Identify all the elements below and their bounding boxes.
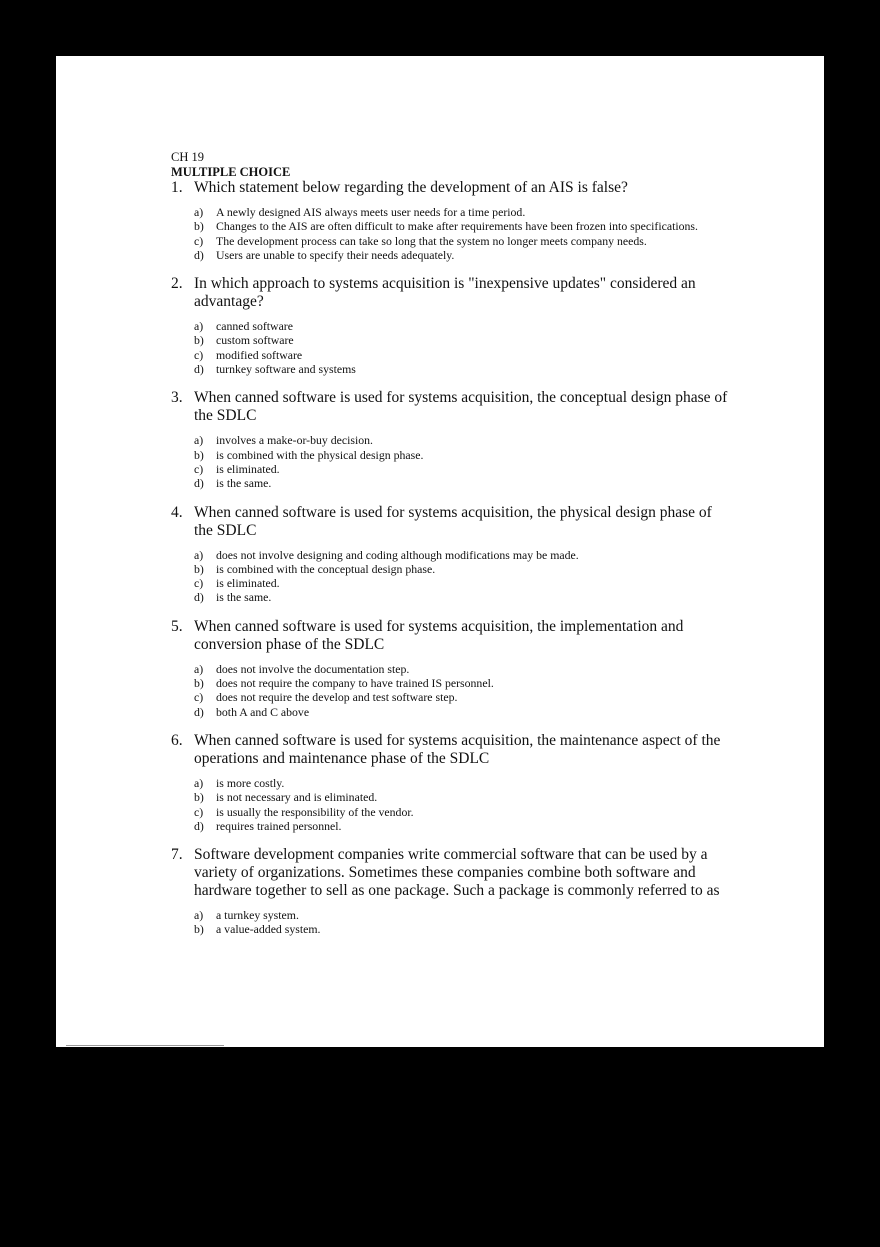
answer-text: is the same. bbox=[216, 590, 272, 605]
answer-text: does not involve the documentation step. bbox=[216, 661, 410, 676]
question-number: 1. bbox=[171, 179, 183, 196]
answer-option bbox=[194, 576, 731, 590]
answer-letter: a) bbox=[194, 319, 204, 334]
answer-text: is combined with the physical design phase. bbox=[216, 447, 424, 462]
question-2 bbox=[171, 275, 731, 376]
answer-option bbox=[194, 676, 731, 690]
question-stem bbox=[171, 275, 731, 311]
answer-text: The development process can take so long that the system no longer meets company needs. bbox=[216, 233, 647, 248]
answer-list bbox=[171, 776, 731, 833]
answer-text: both A and C above bbox=[216, 704, 310, 719]
answer-letter: d) bbox=[194, 590, 204, 605]
answer-text: does not require the develop and test software step. bbox=[216, 690, 458, 705]
question-1 bbox=[171, 179, 731, 262]
answer-list bbox=[171, 548, 731, 605]
answer-option bbox=[194, 705, 731, 719]
question-stem bbox=[171, 504, 731, 540]
answer-option bbox=[194, 662, 731, 676]
answer-text: is combined with the conceptual design phase. bbox=[216, 561, 436, 576]
question-stem bbox=[171, 618, 731, 654]
answer-letter: a) bbox=[194, 547, 204, 562]
question-text: When canned software is used for systems acquisition, the physical design phase of the SDLC bbox=[194, 503, 712, 539]
answer-text: is not necessary and is eliminated. bbox=[216, 790, 378, 805]
question-text: Which statement below regarding the development of an AIS is false? bbox=[194, 179, 628, 196]
answer-option bbox=[194, 448, 731, 462]
answer-letter: b) bbox=[194, 790, 204, 805]
question-number: 2. bbox=[171, 275, 183, 293]
question-3 bbox=[171, 389, 731, 490]
spacer bbox=[171, 376, 731, 389]
answer-text: involves a make-or-buy decision. bbox=[216, 433, 374, 448]
answer-list bbox=[171, 205, 731, 262]
answer-text: a turnkey system. bbox=[216, 908, 299, 923]
document-page bbox=[56, 56, 824, 1047]
answer-option bbox=[194, 790, 731, 804]
answer-option bbox=[194, 922, 731, 936]
answer-letter: d) bbox=[194, 362, 204, 377]
answer-text: is eliminated. bbox=[216, 576, 280, 591]
question-stem bbox=[171, 179, 731, 197]
answer-letter: a) bbox=[194, 205, 204, 219]
answer-letter: d) bbox=[194, 247, 204, 262]
spacer bbox=[171, 833, 731, 846]
answer-text: turnkey software and systems bbox=[216, 362, 356, 377]
spacer bbox=[171, 719, 731, 732]
answer-option bbox=[194, 234, 731, 248]
answer-letter: c) bbox=[194, 690, 204, 705]
chapter-heading: CH 19 bbox=[171, 150, 204, 164]
answer-text: is the same. bbox=[216, 476, 272, 491]
answer-letter: b) bbox=[194, 219, 204, 234]
question-6 bbox=[171, 732, 731, 833]
question-number: 4. bbox=[171, 503, 183, 521]
answer-option bbox=[194, 562, 731, 576]
answer-text: is usually the responsibility of the vendor. bbox=[216, 804, 414, 819]
answer-option bbox=[194, 333, 731, 347]
answer-text: custom software bbox=[216, 333, 294, 348]
spacer bbox=[171, 262, 731, 275]
answer-option bbox=[194, 805, 731, 819]
answer-letter: a) bbox=[194, 775, 204, 790]
answer-text: requires trained personnel. bbox=[216, 818, 342, 833]
answer-text: is eliminated. bbox=[216, 461, 280, 476]
answer-text: canned software bbox=[216, 319, 293, 334]
answer-letter: b) bbox=[194, 333, 204, 348]
answer-list bbox=[171, 433, 731, 490]
answer-option bbox=[194, 548, 731, 562]
answer-letter: c) bbox=[194, 576, 204, 591]
question-number: 6. bbox=[171, 731, 183, 749]
answer-option bbox=[194, 362, 731, 376]
answer-text: is more costly. bbox=[216, 775, 285, 790]
answer-letter: d) bbox=[194, 476, 204, 491]
question-text: Software development companies write commercial software that can be used by a variety of organizations. Sometimes these companies combine both software and hardware together to sell as one package. Such a package is commonly referred to as bbox=[194, 846, 720, 900]
question-text: When canned software is used for systems acquisition, the implementation and conversion phase of the SDLC bbox=[194, 617, 684, 653]
answer-letter: b) bbox=[194, 561, 204, 576]
answer-text: A newly designed AIS always meets user needs for a time period. bbox=[216, 205, 526, 219]
question-number: 5. bbox=[171, 617, 183, 635]
answer-option bbox=[194, 433, 731, 447]
answer-text: does not require the company to have trained IS personnel. bbox=[216, 676, 494, 691]
answer-letter: b) bbox=[194, 676, 204, 691]
answer-letter: c) bbox=[194, 347, 204, 362]
answer-option bbox=[194, 348, 731, 362]
answer-option bbox=[194, 248, 731, 262]
answer-text: Users are unable to specify their needs adequately. bbox=[216, 247, 455, 262]
answer-text: a value-added system. bbox=[216, 922, 321, 937]
answer-option bbox=[194, 219, 731, 233]
answer-option bbox=[194, 590, 731, 604]
question-7 bbox=[171, 846, 731, 937]
answer-text: modified software bbox=[216, 347, 303, 362]
answer-letter: a) bbox=[194, 661, 204, 676]
question-4 bbox=[171, 504, 731, 605]
answer-text: Changes to the AIS are often difficult to make after requirements have been frozen into specifications. bbox=[216, 219, 698, 234]
question-stem bbox=[171, 389, 731, 425]
section-title: MULTIPLE CHOICE bbox=[171, 165, 291, 179]
spacer bbox=[171, 491, 731, 504]
answer-option bbox=[194, 776, 731, 790]
answer-letter: d) bbox=[194, 704, 204, 719]
question-number: 7. bbox=[171, 846, 183, 864]
answer-letter: c) bbox=[194, 804, 204, 819]
question-number: 3. bbox=[171, 389, 183, 407]
answer-list bbox=[171, 662, 731, 719]
question-text: When canned software is used for systems acquisition, the maintenance aspect of the operations and maintenance phase of the SDLC bbox=[194, 731, 721, 767]
question-stem bbox=[171, 846, 731, 900]
question-text: When canned software is used for systems acquisition, the conceptual design phase of the SDLC bbox=[194, 389, 728, 425]
footnote-divider bbox=[66, 1045, 224, 1046]
answer-option bbox=[194, 908, 731, 922]
answer-option bbox=[194, 476, 731, 490]
spacer bbox=[171, 605, 731, 618]
question-stem bbox=[171, 732, 731, 768]
answer-option bbox=[194, 819, 731, 833]
answer-option bbox=[194, 690, 731, 704]
answer-list bbox=[171, 319, 731, 376]
answer-letter: b) bbox=[194, 922, 204, 937]
page-content bbox=[171, 150, 731, 937]
answer-letter: c) bbox=[194, 461, 204, 476]
answer-letter: b) bbox=[194, 447, 204, 462]
answer-option bbox=[194, 319, 731, 333]
answer-list bbox=[171, 908, 731, 937]
answer-letter: a) bbox=[194, 908, 204, 923]
answer-letter: d) bbox=[194, 818, 204, 833]
answer-letter: c) bbox=[194, 233, 204, 248]
answer-option bbox=[194, 205, 731, 219]
question-5 bbox=[171, 618, 731, 719]
answer-option bbox=[194, 462, 731, 476]
question-text: In which approach to systems acquisition is "inexpensive updates" considered an advantage? bbox=[194, 275, 696, 311]
answer-text: does not involve designing and coding although modifications may be made. bbox=[216, 547, 579, 562]
answer-letter: a) bbox=[194, 433, 204, 448]
